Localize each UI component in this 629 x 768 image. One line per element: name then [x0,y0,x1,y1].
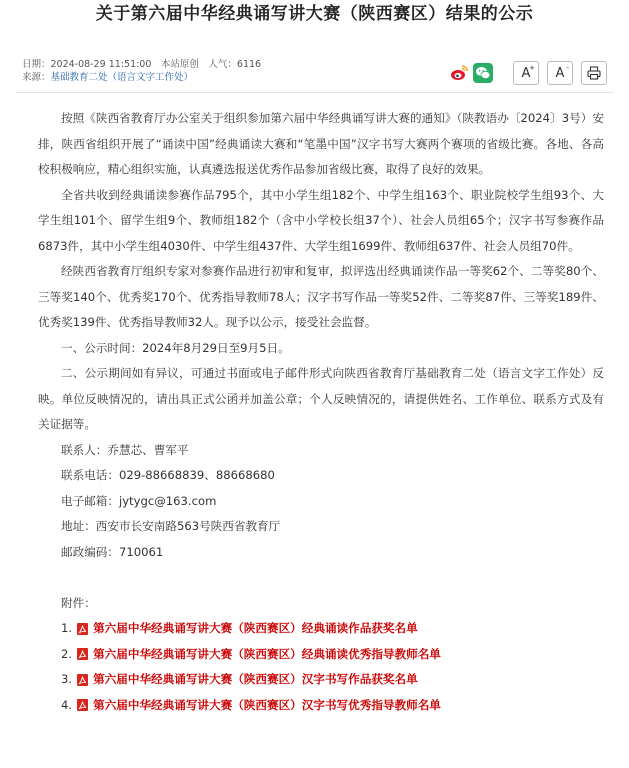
attachment-number: 4. [61,697,73,712]
contact-phone: 联系电话：029-88668839、88668680 [61,468,275,482]
print-button[interactable] [581,61,607,85]
attachments-label: 附件： [61,595,96,610]
attachment-link[interactable] [61,642,604,668]
font-increase-label: A [521,65,531,81]
pdf-icon [77,623,88,635]
pdf-icon [77,674,88,686]
article-meta [22,58,261,84]
pdf-icon [77,648,88,660]
attachment-number: 3. [61,672,73,686]
contact-postcode: 邮政编码：710061 [61,544,164,559]
printer-icon [587,66,601,80]
meta-date-line: 日期：2024-08-29 11:51:00 本站原创 人气：6116 [22,59,262,70]
paragraph-period: 一、公示时间：2024年8月29日至9月5日。 [61,340,290,355]
attachment-link[interactable] [61,616,604,642]
paragraph-submissions: 全省共收到经典诵读参赛作品795个，其中小学生组182个、中学生组163个、职业院校学生组93个、大学生组101个、留学生组9个、教师组182个（含中小学校长组37个）、社会人员组65个；汉字书写参赛作品6873件，其中小学生组4030件、中学生组437件、大学生组1699件、教师组637件、社会人员组70件。 [38,187,604,253]
attachment-title: 第六届中华经典诵写讲大赛（陕西赛区）经典诵读优秀指导教师名单 [93,646,441,661]
contact-person: 联系人：乔慧芯、曹军平 [61,442,189,457]
weibo-icon [449,63,469,83]
attachment-link[interactable] [61,667,604,693]
minus-icon: - [566,64,569,72]
header-divider [16,92,613,93]
article-body [38,106,604,718]
wechat-share-button[interactable] [473,63,493,83]
attachment-number: 1. [61,621,73,635]
wechat-icon [475,65,491,81]
attachment-title: 第六届中华经典诵写讲大赛（陕西赛区）汉字书写作品获奖名单 [93,672,418,686]
font-decrease-label: A [555,65,565,81]
attachment-title: 第六届中华经典诵写讲大赛（陕西赛区）经典诵读作品获奖名单 [93,621,418,635]
article-toolbar [449,60,607,86]
paragraph-objection: 二、公示期间如有异议，可通过书面或电子邮件形式向陕西省教育厅基础教育二处（语言文字工作处）反映。单位反映情况的，请出具正式公函并加盖公章；个人反映情况的，请提供姓名、工作单位、联系方式及有关证据等。 [38,366,604,431]
source-link[interactable]: 基础教育二处（语言文字工作处） [50,72,194,83]
paragraph-intro: 按照《陕西省教育厅办公室关于组织参加第六届中华经典诵写讲大赛的通知》（陕教语办〔2024〕3号）安排，陕西省组织开展了“诵读中国”经典诵读大赛和“笔墨中国”汉字书写大赛两个赛项的省级比赛。各地、各高校积极响应，精心组织实施，认真遴选报送优秀作品参加省级比赛，取得了良好的效果。 [38,111,604,176]
attachment-link[interactable] [61,693,604,719]
contact-email: 电子邮箱：jytygc@163.com [61,493,217,508]
source-label: 来源： [22,72,51,83]
attachment-number: 2. [61,646,73,661]
meta-source-line [22,71,261,84]
font-increase-button[interactable] [513,61,539,85]
attachment-title: 第六届中华经典诵写讲大赛（陕西赛区）汉字书写优秀指导教师名单 [93,697,441,712]
page-title: 关于第六届中华经典诵写讲大赛（陕西赛区）结果的公示 [95,4,534,24]
contact-address: 地址：西安市长安南路563号陕西省教育厅 [61,519,281,533]
weibo-share-button[interactable] [449,63,469,83]
pdf-icon [77,699,88,711]
paragraph-results: 经陕西省教育厅组织专家对参赛作品进行初审和复审，拟评选出经典诵读作品一等奖62个、二等奖80个、三等奖140个、优秀奖170个、优秀指导教师78人；汉字书写作品一等奖52件、二等奖87件、三等奖189件、优秀奖139件、优秀指导教师32人。现予以公示，接受社会监督。 [38,264,604,329]
font-decrease-button[interactable] [547,61,573,85]
plus-icon: + [529,64,535,72]
